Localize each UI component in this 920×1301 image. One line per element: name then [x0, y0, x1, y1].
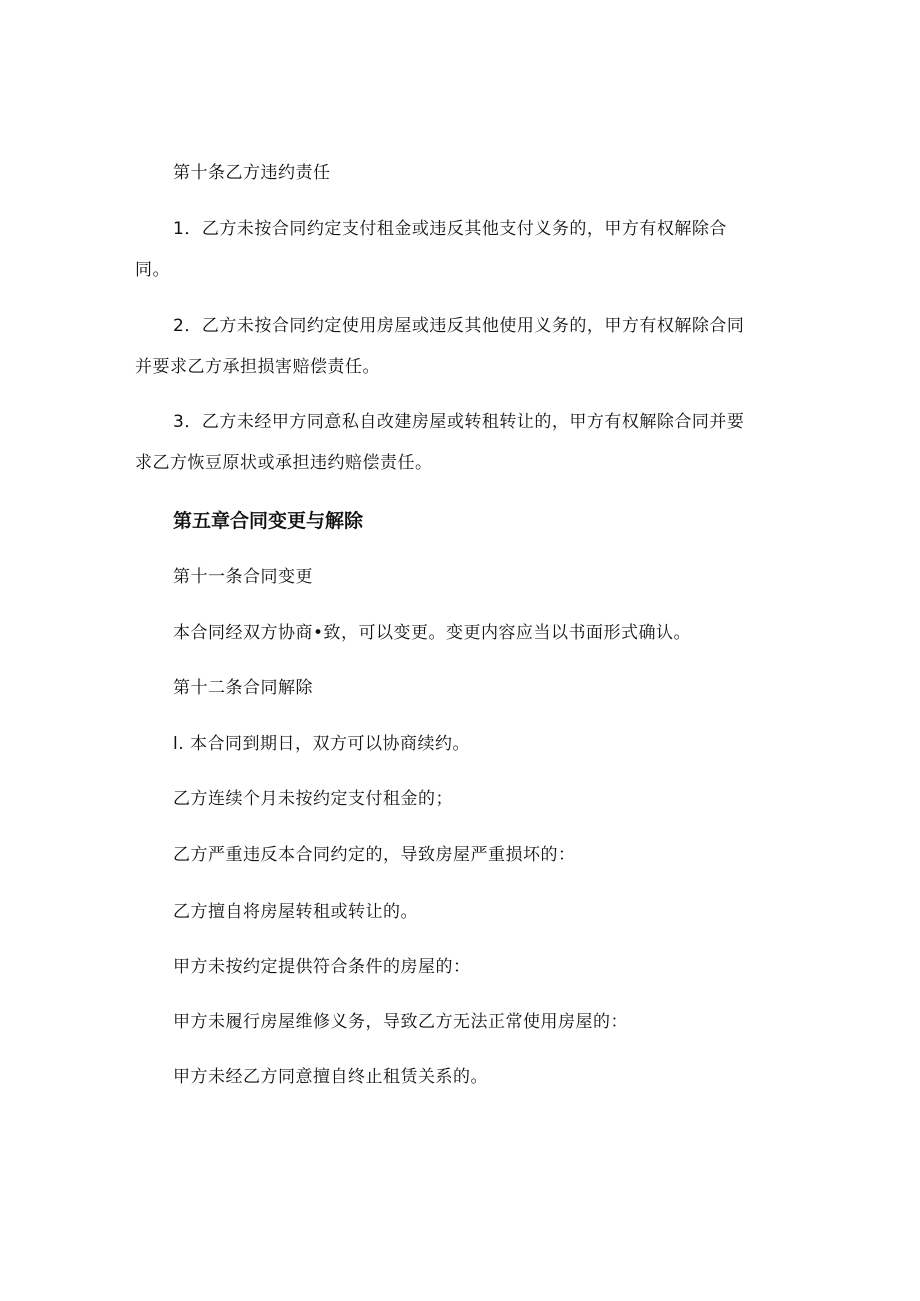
article-12-title: 第十二条合同解除 [173, 678, 313, 698]
article-11-title: 第十一条合同变更 [173, 567, 313, 587]
article-10-item-2-line-1: 2．乙方未按合同约定使用房屋或违反其他使用义务的，甲方有权解除合同 [173, 316, 745, 336]
article-12-item-7: 甲方未经乙方同意擅自终止租赁关系的。 [173, 1067, 488, 1087]
article-10-item-3-line-1: 3．乙方未经甲方同意私自改建房屋或转租转让的，甲方有权解除合同并要 [173, 412, 745, 432]
article-10-item-3-line-2: 求乙方恢豆原状或承担违约赔偿责任。 [135, 453, 433, 473]
article-10-item-1-line-1: 1．乙方未按合同约定支付租金或违反其他支付义务的，甲方有权解除合 [173, 219, 727, 239]
article-12-item-3: 乙方严重违反本合同约定的，导致房屋严重损坏的： [173, 845, 576, 865]
article-12-item-5: 甲方未按约定提供符合条件的房屋的： [173, 957, 471, 977]
article-12-item-2: 乙方连续个月未按约定支付租金的； [173, 789, 453, 809]
article-12-item-1: l. 本合同到期日，双方可以协商续约。 [173, 734, 471, 754]
article-12-item-4: 乙方擅自将房屋转租或转让的。 [173, 902, 418, 922]
article-10-title: 第十条乙方违约责任 [173, 163, 331, 183]
chapter-5-heading: 第五章合同变更与解除 [173, 510, 364, 532]
article-11-body: 本合同经双方协商•致，可以变更。变更内容应当以书面形式确认。 [173, 623, 692, 643]
article-10-item-2-line-2: 并要求乙方承担损害赔偿责任。 [135, 357, 380, 377]
article-12-item-6: 甲方未履行房屋维修义务，导致乙方无法正常使用房屋的： [173, 1012, 628, 1032]
article-10-item-1-line-2: 同。 [135, 260, 170, 280]
